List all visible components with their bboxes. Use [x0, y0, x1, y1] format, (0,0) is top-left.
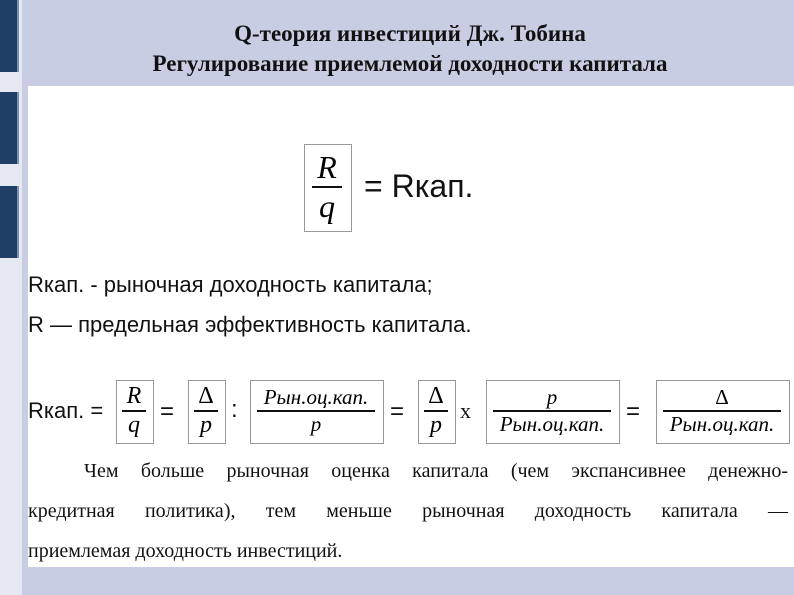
left-decor-block-1 — [0, 0, 19, 72]
formula2-fraction-3 — [250, 380, 382, 442]
equals-sign-3: = — [626, 398, 641, 425]
equals-sign-1: = — [160, 398, 175, 425]
multiplication-sign: x — [460, 398, 471, 423]
formula2-fraction-2 — [188, 380, 224, 442]
slide-content — [28, 86, 794, 567]
division-colon: : — [231, 396, 238, 423]
formula1-denominator: q — [319, 188, 335, 224]
fraction-denominator: Рын.оц.кап. — [499, 412, 605, 436]
formula2-fraction-1 — [116, 380, 152, 442]
formula1-numerator: R — [317, 149, 337, 185]
fraction-numerator: Δ — [715, 385, 729, 409]
equals-sign-2: = — [390, 398, 405, 425]
fraction-denominator: Рын.оц.кап. — [669, 412, 775, 436]
formula1-rhs: = Rкап. — [364, 168, 474, 204]
left-decor-block-2 — [0, 92, 19, 164]
slide-title-line1: Q-теория инвестиций Дж. Тобина — [234, 21, 586, 46]
formula2-fraction-4 — [418, 380, 454, 442]
fraction-denominator: p — [430, 412, 442, 438]
fraction-numerator: Рын.оц.кап. — [263, 385, 369, 409]
paragraph-line-1: Чем больше рыночная оценка капитала (чем экспансивнее денежно- — [84, 460, 788, 482]
fraction-numerator: Δ — [198, 383, 214, 409]
paragraph-line-2: кредитная политика), тем меньше рыночная доходность капитала — — [28, 500, 788, 522]
fraction-denominator: q — [128, 412, 140, 438]
formula1-fraction — [304, 144, 350, 230]
paragraph-line-3: приемлемая доходность инвестиций. — [28, 540, 343, 562]
definition-rkap: Rкап. - рыночная доходность капитала; — [28, 272, 433, 297]
fraction-numerator: p — [546, 385, 558, 409]
fraction-numerator: R — [126, 383, 142, 409]
left-decor-bar — [0, 0, 22, 595]
formula2-fraction-6 — [656, 380, 788, 442]
definition-r: R — предельная эффективность капитала. — [28, 312, 472, 337]
formula2-fraction-5 — [486, 380, 618, 442]
fraction-numerator: Δ — [428, 383, 444, 409]
left-decor-block-3 — [0, 186, 19, 258]
slide-title-line2: Регулирование приемлемой доходности капитала — [152, 51, 668, 76]
formula2-lhs: Rкап. = — [28, 398, 104, 423]
fraction-denominator: p — [310, 412, 322, 436]
fraction-denominator: p — [200, 412, 212, 438]
